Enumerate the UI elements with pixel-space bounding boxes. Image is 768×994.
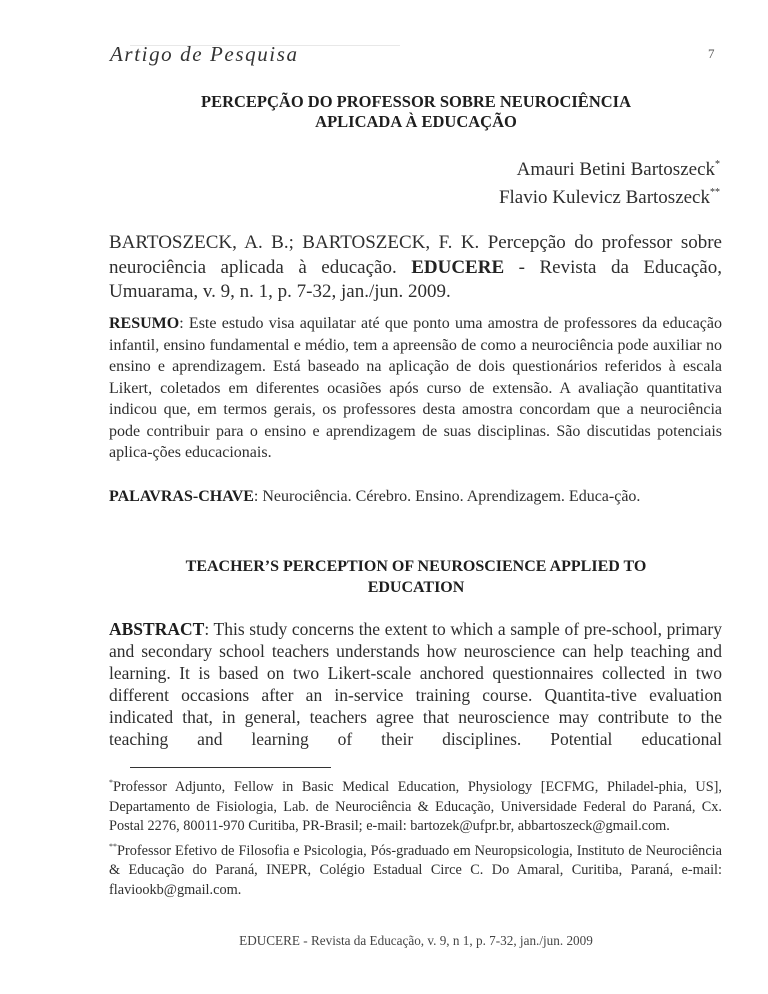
keywords-text: : Neurociência. Cérebro. Ensino. Aprendizagem. Educa-ção. <box>253 488 641 505</box>
author-name: Flavio Kulevicz Bartoszeck <box>498 187 710 208</box>
author-footnote-mark: * <box>715 159 720 170</box>
resumo-label: RESUMO <box>109 315 180 332</box>
title-en-line-2: EDUCATION <box>367 579 465 596</box>
footnote-mark: ** <box>109 841 117 851</box>
footnote-2 <box>109 837 722 901</box>
article-title-portuguese <box>110 92 722 132</box>
footnote-text: Professor Efetivo de Filosofia e Psicologia, Pós-graduado em Neuropsicologia, Instituto de Neurociência & Educação do Paraná, INEPR, Colégio Estadual Circe C. Do Amaral, Curitiba, Paraná, e-mail: flaviookb@gmail.com. <box>109 842 722 898</box>
resumo-paragraph <box>109 313 722 464</box>
footnote-separator <box>130 767 331 768</box>
running-footer: EDUCERE - Revista da Educação, v. 9, n 1, p. 7-32, jan./jun. 2009 <box>239 933 593 948</box>
bibliographic-citation <box>109 231 722 305</box>
page-number: 7 <box>708 46 715 61</box>
footnote-mark: * <box>109 778 113 787</box>
author-list <box>499 153 720 209</box>
title-line-1: PERCEPÇÃO DO PROFESSOR SOBRE NEUROCIÊNCIA <box>201 92 631 111</box>
citation-journal: EDUCERE <box>411 256 505 278</box>
resumo-text: : Este estudo visa aquilatar até que ponto uma amostra de professores da educação infantil, ensino fundamental e médio, tem a apreensão de como a neurociência pode auxiliar no ensino e aprendizagem. Está baseado na aplicação de dois questionários referidos à escala Likert, coletados em diferentes ocasiões após curso de extensão. A avaliação quantitativa indicou que, em termos gerais, os professores desta amostra concordam que a neurociência pode contribuir para o ensino e aprendizagem de suas disciplinas. São discutidas potenciais aplica-ções educacionais. <box>109 315 722 461</box>
author-footnote-mark: ** <box>710 187 720 198</box>
footnotes <box>109 773 722 900</box>
abstract-text: : This study concerns the extent to which a sample of pre-school, primary and secondary school teachers understands how neuroscience can help teaching and learning. It is based on two Likert-scale anchored questionnaires collected in two different occasions after an in-service training course. Quantita-tive evaluation indicated that, in general, teachers agree that neuroscience may contribute to the teaching and learning of their disciplines. Potential educational <box>109 619 722 749</box>
citation-details: - Revista da Educação, Umuarama, v. 9, n. 1, p. 7-32, jan./jun. 2009. <box>109 256 722 302</box>
author-name: Amauri Betini Bartoszeck <box>516 159 715 180</box>
author-2 <box>499 181 720 209</box>
keywords-label: PALAVRAS-CHAVE <box>109 488 254 505</box>
keywords-paragraph <box>109 486 722 508</box>
citation-authors-title: BARTOSZECK, A. B.; BARTOSZECK, F. K. Percepção do professor sobre neurociência aplicada à educação. <box>109 232 722 278</box>
abstract-paragraph <box>109 618 722 750</box>
footnote-text: Professor Adjunto, Fellow in Basic Medical Education, Physiology [ECFMG, Philadel-phia, US], Departamento de Fisiologia, Lab. de Neurociência & Educação, Universidade Federal do Paraná, Cx. Postal 2276, 80011-970 Curitiba, PR-Brasil; e-mail: bartozek@ufpr.br, abbartoszeck@gmail.com. <box>109 779 722 834</box>
title-line-2: APLICADA À EDUCAÇÃO <box>315 112 517 131</box>
title-en-line-1: TEACHER’S PERCEPTION OF NEUROSCIENCE APPLIED TO <box>185 558 647 575</box>
footnote-1 <box>109 773 722 837</box>
section-label: Artigo de Pesquisa <box>110 42 299 66</box>
abstract-label: ABSTRACT <box>109 619 205 639</box>
author-1 <box>499 153 720 181</box>
article-title-english <box>110 556 722 598</box>
